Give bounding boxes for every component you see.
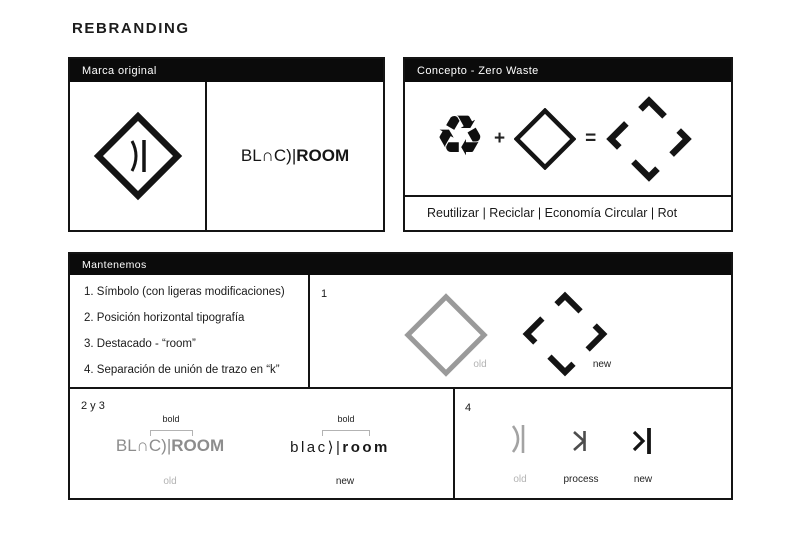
section-2y3-logotype-comparison [70, 389, 455, 498]
section-4-k-symbol-evolution [455, 389, 731, 498]
k-symbol-process-icon [571, 427, 591, 455]
section-4-process-label: process [563, 474, 599, 485]
panel-header-marca [70, 59, 383, 82]
new-logotype-room-part: room [342, 439, 390, 456]
original-symbol-cell [70, 82, 207, 230]
mantenemos-row-1 [70, 275, 731, 389]
section-1-old-label: old [473, 359, 487, 370]
mantenemos-list [70, 275, 310, 387]
list-item: 3. Destacado - “room” [84, 338, 196, 350]
panel-header-marca-label: Marca original [82, 64, 157, 77]
plus-operator: + [493, 127, 506, 149]
section-4-new-label: new [633, 474, 653, 485]
logotype-black-part: BL∩C [240, 146, 287, 165]
section-1-label: 1 [321, 288, 328, 300]
mantenemos-row-2 [70, 389, 731, 498]
original-logotype [241, 146, 349, 166]
new-logotype-black-part: blac [290, 439, 328, 456]
new-logotype-k-glyph: ⟩| [327, 439, 343, 456]
logotype-room-part: ROOM [296, 146, 350, 165]
bold-annotation-old: bold [162, 414, 180, 424]
panel-header-mantenemos [70, 254, 731, 275]
panel-concepto-zero-waste [403, 57, 733, 232]
new-logotype [265, 438, 415, 456]
concept-keywords: Reutilizar | Reciclar | Economía Circular | Rot [405, 195, 731, 230]
old-logotype-k-glyph: )| [161, 436, 172, 455]
k-symbol-old-icon [509, 423, 531, 455]
section-2y3-old-label: old [163, 476, 177, 487]
section-4-old-label: old [513, 474, 527, 485]
solid-diamond-icon [514, 108, 576, 170]
list-item: 2. Posición horizontal tipografía [84, 312, 245, 324]
section-1-symbol-comparison [310, 275, 731, 387]
concept-equation [405, 82, 731, 195]
list-item: 1. Símbolo (con ligeras modificaciones) [84, 286, 285, 298]
section-4-label: 4 [465, 402, 472, 414]
original-diamond-logo-icon [92, 110, 184, 202]
panel-marca-original [68, 57, 385, 232]
old-logotype-black-part: BL∩C [115, 436, 162, 455]
section-2y3-new-label: new [335, 476, 355, 487]
marca-body [70, 82, 383, 230]
recycle-icon: ♻ [434, 103, 485, 167]
panel-header-concepto-label: Concepto - Zero Waste [417, 64, 539, 77]
panel-header-concepto [405, 59, 731, 82]
broken-diamond-icon [605, 95, 693, 183]
bold-annotation-new: bold [337, 414, 355, 424]
old-logotype [90, 436, 250, 456]
original-logotype-cell [207, 82, 383, 230]
old-logotype-room-part: ROOM [171, 436, 225, 455]
panel-mantenemos [68, 252, 733, 500]
logotype-k-glyph: )| [286, 146, 297, 165]
bold-bracket-new [322, 430, 370, 436]
equals-operator: = [585, 127, 597, 149]
panel-header-mantenemos-label: Mantenemos [82, 258, 147, 271]
section-2y3-label: 2 y 3 [81, 400, 105, 412]
page-title: REBRANDING [72, 20, 190, 37]
k-symbol-new-icon [631, 425, 655, 457]
list-item: 4. Separación de unión de trazo en “k” [84, 364, 280, 376]
section-1-new-label: new [592, 359, 612, 370]
